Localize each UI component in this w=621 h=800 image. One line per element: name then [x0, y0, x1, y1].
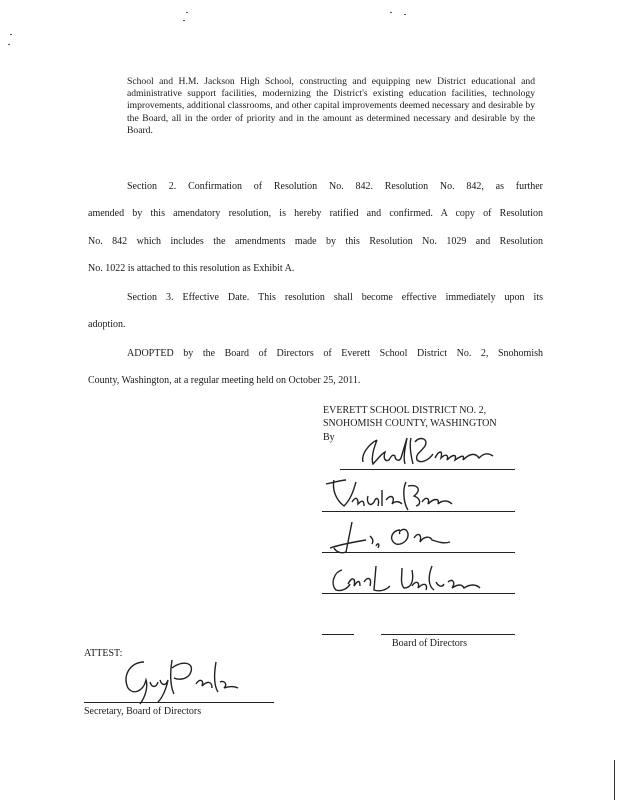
signature-3 [322, 516, 472, 558]
scan-speck [390, 12, 392, 13]
attest-label: ATTEST: [84, 648, 123, 659]
section2-line2: amended by this amendatory resolution, is hereby ratified and confirmed. A copy of Resolution [88, 208, 543, 219]
signature-4 [328, 558, 493, 600]
by-label: By [323, 432, 335, 443]
scan-speck [183, 20, 185, 21]
scan-edge-mark [614, 760, 615, 800]
scan-speck [8, 44, 10, 45]
section3-line2: adoption. [88, 319, 126, 330]
adopted-line1: ADOPTED by the Board of Directors of Everett School District No. 2, Snohomish [127, 348, 543, 359]
scan-speck [186, 12, 188, 13]
secretary-signature-line [84, 702, 274, 703]
scan-speck [404, 14, 406, 15]
district-county: SNOHOMISH COUNTY, WASHINGTON [323, 418, 497, 429]
secretary-label: Secretary, Board of Directors [84, 706, 202, 717]
signature-line [381, 634, 515, 635]
section2-line4: No. 1022 is attached to this resolution as Exhibit A. [88, 263, 295, 274]
paragraph-top: School and H.M. Jackson High School, constructing and equipping new District educational and administrative support facilities, modernizing the District's existing education facilities, technology improvements, additional classrooms, and other capital improvements deemed necessary and desirable by the Board, all in the order of priority and in the amount as determined necessary and desirable by the Board. [127, 76, 535, 136]
adopted-line2: County, Washington, at a regular meeting held on October 25, 2011. [88, 375, 361, 386]
section2-line3: No. 842 which includes the amendments made by this Resolution No. 1029 and Resolution [88, 236, 543, 247]
scan-speck [10, 34, 12, 35]
section2-line1: Section 2. Confirmation of Resolution No. 842. Resolution No. 842, as further [127, 181, 543, 192]
signature-1 [355, 432, 500, 474]
signature-line [322, 634, 354, 635]
signature-2 [322, 476, 457, 516]
board-of-directors-label: Board of Directors [392, 638, 467, 649]
section3-line1: Section 3. Effective Date. This resolution shall become effective immediately upon its [127, 292, 543, 303]
secretary-signature [100, 652, 240, 706]
district-name: EVERETT SCHOOL DISTRICT NO. 2, [323, 405, 487, 416]
